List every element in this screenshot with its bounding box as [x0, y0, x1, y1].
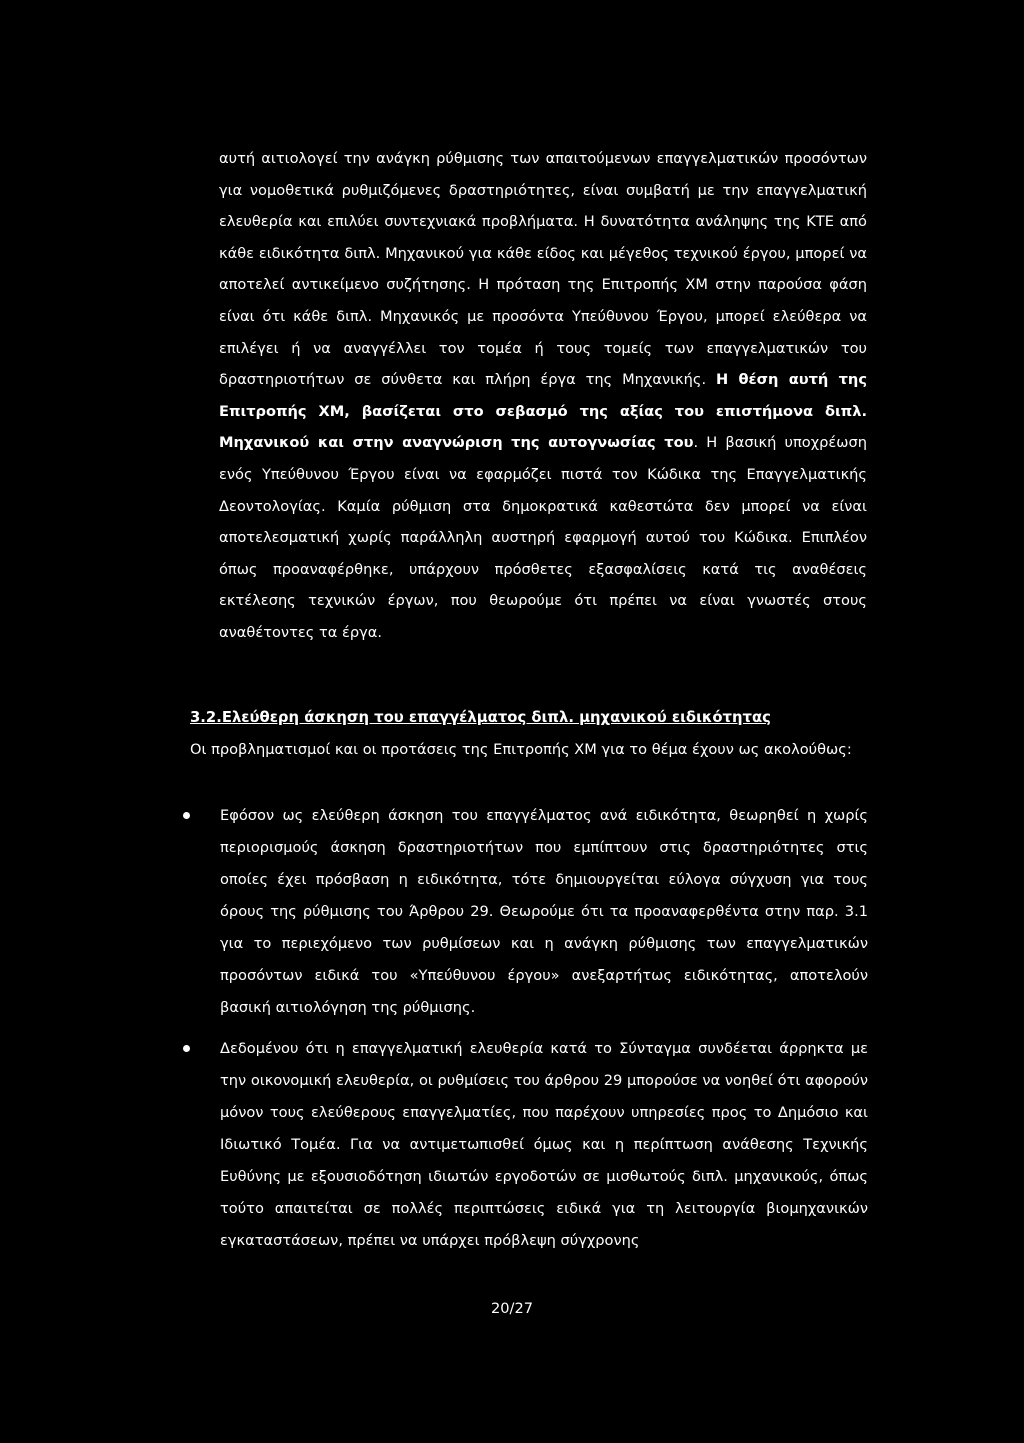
- paragraph-text-continued: . Η βασική υποχρέωση ενός Υπεύθυνου Έργου είναι να εφαρμόζει πιστά τον Κώδικα της Επαγγελματικής Δεοντολογίας. Καμία ρύθμιση στα δημοκρατικά καθεστώτα δεν μπορεί να είναι αποτελεσματική χωρίς παράλληλη αυστηρή εφαρμογή αυτού του Κώδικα. Επιπλέον όπως προαναφέρθηκε, υπάρχουν πρόσθετες εξασφαλίσεις κατά τις αναθέσεις εκτέλεσης τεχνικών έργων, που θεωρούμε ότι πρέπει να είναι γνωστές στους αναθέτοντες τα έργα.: [219, 434, 868, 641]
- list-item: [180, 1033, 868, 1257]
- body-paragraph: [219, 143, 867, 649]
- section-heading: 3.2.Ελεύθερη άσκηση του επαγγέλματος διπλ. μηχανικού ειδικότητας: [190, 709, 771, 726]
- bullet-list: [180, 800, 868, 1024]
- list-item: [180, 800, 868, 1024]
- paragraph-text: αυτή αιτιολογεί την ανάγκη ρύθμισης των απαιτούμενων επαγγελματικών προσόντων για νομοθετικά ρυθμιζόμενες δραστηριότητες, είναι συμβατή με την επαγγελματική ελευθερία και επιλύει συντεχνιακά προβλήματα. Η δυνατότητα ανάληψης της ΚΤΕ από κάθε ειδικότητα διπλ. Μηχανικού για κάθε είδος και μέγεθος τεχνικού έργου, μπορεί να αποτελεί αντικείμενο συζήτησης. Η πρόταση της Επιτροπής ΧΜ στην παρούσα φάση είναι ότι κάθε διπλ. Μηχανικός με προσόντα Υπεύθυνου Έργου, μπορεί ελεύθερα να επιλέγει ή να αναγγέλλει τον τομέα ή τους τομείς των επαγγελματικών του δραστηριοτήτων σε σύνθετα και πλήρη έργα της Μηχανικής.: [219, 150, 867, 389]
- section-intro-paragraph: Οι προβληματισμοί και οι προτάσεις της Επιτροπής ΧΜ για το θέμα έχουν ως ακολούθως:: [190, 741, 852, 758]
- bullet-icon: [183, 1045, 190, 1052]
- list-item-text: Δεδομένου ότι η επαγγελματική ελευθερία κατά το Σύνταγμα συνδέεται άρρηκτα με την οικονομική ελευθερία, οι ρυθμίσεις του άρθρου 29 μπορούσε να νοηθεί ότι αφορούν μόνον τους ελεύθερους επαγγελματίες, που παρέχουν υπηρεσίες προς το Δημόσιο και Ιδιωτικό Τομέα. Για να αντιμετωπισθεί όμως και η περίπτωση ανάθεσης Τεχνικής Ευθύνης με εξουσιοδότηση ιδιωτών εργοδοτών σε μισθωτούς διπλ. μηχανικούς, όπως τούτο απαιτείται σε πολλές περιπτώσεις ειδικά για τη λειτουργία βιομηχανικών εγκαταστάσεων, πρέπει να υπάρχει πρόβλεψη σύγχρονης: [220, 1040, 868, 1249]
- paragraph-bold-text: Η θέση αυτή της Επιτροπής ΧΜ, βασίζεται στο σεβασμό της αξίας του επιστήμονα διπλ. Μηχανικού και στην αναγνώριση της αυτογνωσίας του: [219, 371, 867, 452]
- list-item-text: Εφόσον ως ελεύθερη άσκηση του επαγγέλματος ανά ειδικότητα, θεωρηθεί η χωρίς περιορισμούς άσκηση δραστηριοτήτων που εμπίπτουν στις δραστηριότητες στις οποίες έχει πρόσβαση η ειδικότητα, τότε δημιουργείται εύλογα σύγχυση για τους όρους της ρύθμισης του Άρθρου 29. Θεωρούμε ότι τα προαναφερθέντα στην παρ. 3.1 για το περιεχόμενο των ρυθμίσεων και η ανάγκη ρύθμισης των επαγγελματικών προσόντων ειδικά του «Υπεύθυνου έργου» ανεξαρτήτως ειδικότητας, αποτελούν βασική αιτιολόγηση της ρύθμισης.: [220, 807, 868, 1016]
- bullet-list: [180, 1033, 868, 1257]
- page-number: 20/27: [490, 1300, 534, 1317]
- bullet-icon: [183, 812, 190, 819]
